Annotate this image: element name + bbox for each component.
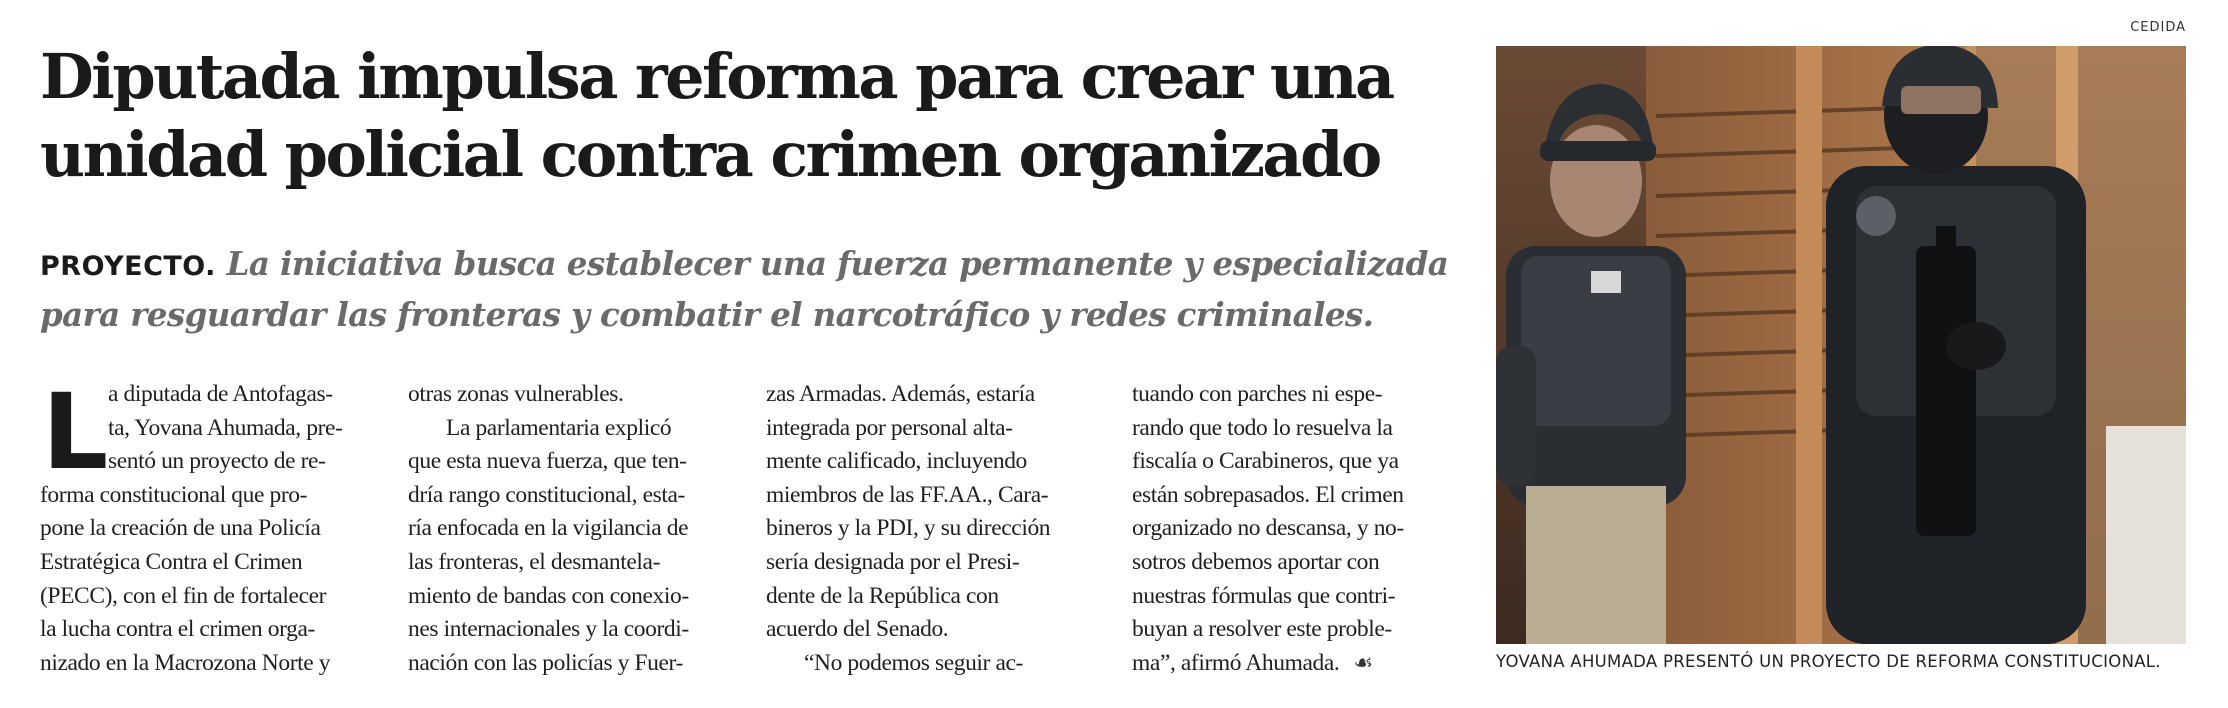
body-line: sentó un proyecto de re- <box>108 448 326 475</box>
body-line: nizado en la Macrozona Norte y <box>40 649 331 676</box>
deck-line-1 <box>40 240 1480 291</box>
body-line: nes internacionales y la coordi- <box>408 616 689 643</box>
body-line: organizado no descansa, y no- <box>1132 515 1404 542</box>
dropcap: L <box>42 371 109 493</box>
photo-caption: YOVANA AHUMADA PRESENTÓ UN PROYECTO DE REFORMA CONSTITUCIONAL. <box>1496 652 2161 671</box>
body-line-last <box>1132 647 1472 681</box>
body-line: (PECC), con el fin de fortalecer <box>40 582 327 609</box>
body-line: que esta nueva fuerza, que ten- <box>408 448 687 475</box>
wooden-post <box>1796 46 1822 644</box>
body-line: ría enfocada en la vigilancia de <box>408 515 689 542</box>
body-line: bineros y la PDI, y su dirección <box>766 515 1051 542</box>
rifle <box>1916 246 1976 536</box>
body-column-4 <box>1132 378 1472 680</box>
body-line: forma constitucional que pro- <box>40 481 308 508</box>
body-line: integrada por personal alta- <box>766 414 1013 441</box>
body-line: acuerdo del Senado. <box>766 616 949 643</box>
body-column-1 <box>40 371 380 680</box>
body-line: dente de la República con <box>766 582 999 609</box>
body-line: buyan a resolver este proble- <box>1132 616 1392 643</box>
photo-credit: CEDIDA <box>2130 20 2186 35</box>
deck-line-2: para resguardar las fronteras y combatir el narcotráfico y redes criminales. <box>40 295 1374 334</box>
body-line: La parlamentaria explicó <box>446 414 672 441</box>
body-line: miembros de las FF.AA., Cara- <box>766 481 1049 508</box>
body-line: otras zonas vulnerables. <box>408 381 624 407</box>
headline-line-2: unidad policial contra crimen organizado <box>40 118 1380 191</box>
body-line: pone la creación de una Policía <box>40 515 321 542</box>
body-line: a diputada de Antofagas- <box>108 381 333 407</box>
body-line: “No podemos seguir ac- <box>804 649 1023 676</box>
body-line: sotros debemos aportar con <box>1132 548 1380 575</box>
body-column-3 <box>766 378 1106 680</box>
body-line: Estratégica Contra el Crimen <box>40 548 303 575</box>
body-line: las fronteras, el desmantela- <box>408 548 661 575</box>
headline-line-1: Diputada impulsa reforma para crear una <box>40 40 1393 113</box>
photo-illustration <box>1496 46 2186 644</box>
kicker: PROYECTO. <box>40 251 216 282</box>
body-column-2 <box>408 378 748 680</box>
end-mark-icon: ☙ <box>1353 650 1373 676</box>
background-wall <box>2106 426 2186 644</box>
body-line: fiscalía o Carabineros, que ya <box>1132 448 1399 475</box>
body-line: nuestras fórmulas que contri- <box>1132 582 1396 609</box>
body-line: están sobrepasados. El crimen <box>1132 481 1404 508</box>
body-line: dría rango constitucional, esta- <box>408 481 685 508</box>
body-line: rando que todo lo resuelva la <box>1132 414 1393 441</box>
body-line: zas Armadas. Además, estaría <box>766 381 1035 407</box>
body-line: miento de bandas con conexio- <box>408 582 689 609</box>
body-line: la lucha contra el crimen orga- <box>40 616 315 643</box>
article-photo <box>1496 46 2186 644</box>
body-line-text: ma”, afirmó Ahumada. <box>1132 649 1340 676</box>
body-line: tuando con parches ni espe- <box>1132 381 1383 407</box>
body-line: sería designada por el Presi- <box>766 548 1020 575</box>
body-line: ta, Yovana Ahumada, pre- <box>108 414 343 441</box>
headline <box>40 38 1480 194</box>
deck-text-1: La iniciativa busca establecer una fuerza permanente y especializada <box>226 244 1449 283</box>
body-line: nación con las policías y Fuer- <box>408 649 683 676</box>
body-line: mente calificado, incluyendo <box>766 448 1027 475</box>
deck <box>40 240 1480 339</box>
